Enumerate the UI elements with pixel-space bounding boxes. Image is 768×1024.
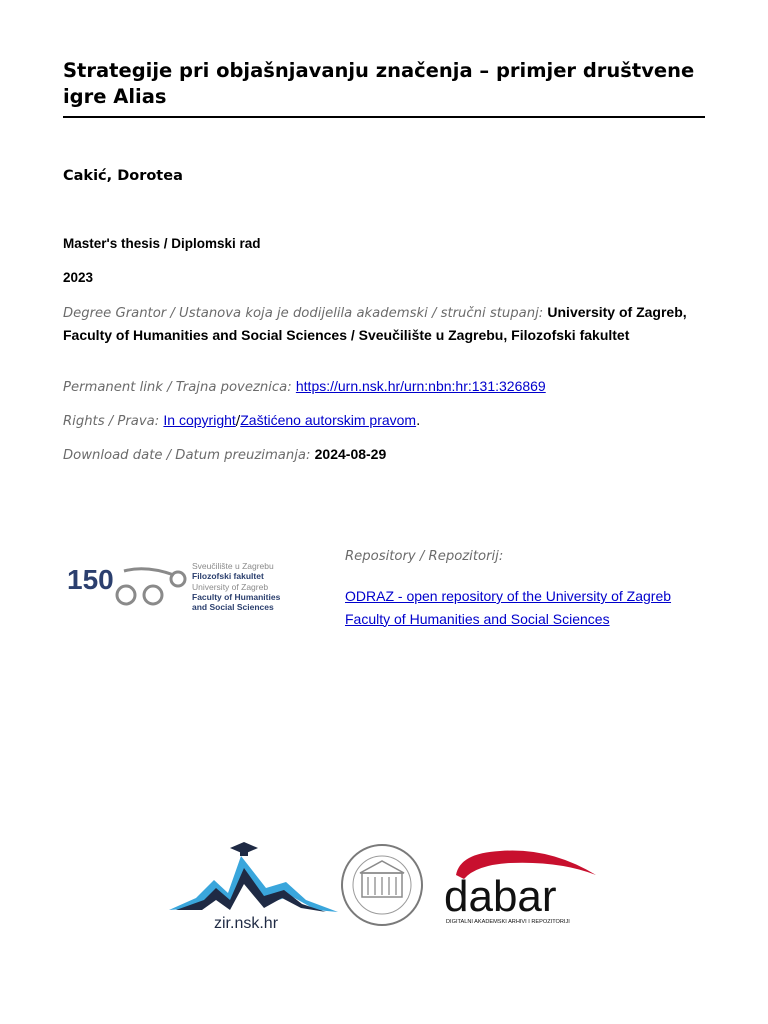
faculty-logo-line3: University of Zagreb	[192, 582, 269, 592]
download-date-value: 2024-08-29	[314, 446, 387, 462]
repository-link-line2[interactable]: Faculty of Humanities and Social Sciences	[345, 610, 610, 627]
publication-year: 2023	[63, 270, 94, 285]
faculty-logo-line2: Filozofski fakultet	[192, 571, 264, 581]
thesis-type: Master's thesis / Diplomski rad	[63, 236, 261, 251]
zir-logo-text: zir.nsk.hr	[214, 915, 279, 932]
degree-grantor-label: Degree Grantor / Ustanova koja je dodijelila akademski / stručni stupanj:	[63, 306, 544, 321]
rights-end: .	[416, 414, 421, 429]
rights	[63, 410, 708, 433]
title-divider	[63, 116, 705, 118]
zir-logo	[166, 838, 341, 933]
faculty-logo-rings-icon	[117, 569, 185, 604]
author-name: Cakić, Dorotea	[63, 168, 183, 184]
degree-grantor-value: University of Zagreb, Faculty of Humanities and Social Sciences / Sveučilište u Zagrebu, Filozofski fakultet	[63, 304, 687, 343]
rights-link-zasticeno[interactable]: Zaštićeno autorskim pravom	[240, 412, 417, 428]
permanent-link-url[interactable]: https://urn.nsk.hr/urn:nbn:hr:131:326869	[295, 378, 546, 394]
faculty-logo-line4: Faculty of Humanities	[192, 592, 281, 602]
download-date-label: Download date / Datum preuzimanja:	[63, 448, 311, 463]
degree-grantor	[63, 302, 708, 347]
dabar-logo	[440, 845, 605, 927]
repository-label: Repository / Repozitorij:	[345, 549, 504, 564]
rights-label: Rights / Prava:	[63, 414, 160, 429]
document-title: Strategije pri objašnjavanju značenja – primjer društvene igre Alias	[63, 59, 695, 108]
university-seal-icon	[340, 843, 424, 927]
permanent-link	[63, 376, 708, 399]
repository-link-line1[interactable]: ODRAZ - open repository of the University of Zagreb	[345, 588, 672, 604]
rights-link-in-copyright[interactable]: In copyright	[163, 412, 236, 428]
faculty-150-logo	[66, 555, 286, 615]
permanent-link-label: Permanent link / Trajna poveznica:	[63, 380, 292, 395]
download-date	[63, 444, 708, 467]
repository-link-block	[345, 585, 685, 630]
faculty-logo-line5: and Social Sciences	[192, 602, 274, 612]
faculty-logo-number: 150	[67, 564, 114, 595]
dabar-logo-text: dabar	[444, 872, 557, 921]
faculty-logo-line1: Sveučilište u Zagrebu	[192, 561, 274, 571]
rights-separator: /	[235, 414, 241, 429]
dabar-logo-subtitle: DIGITALNI AKADEMSKI ARHIVI I REPOZITORIJI	[446, 919, 570, 925]
